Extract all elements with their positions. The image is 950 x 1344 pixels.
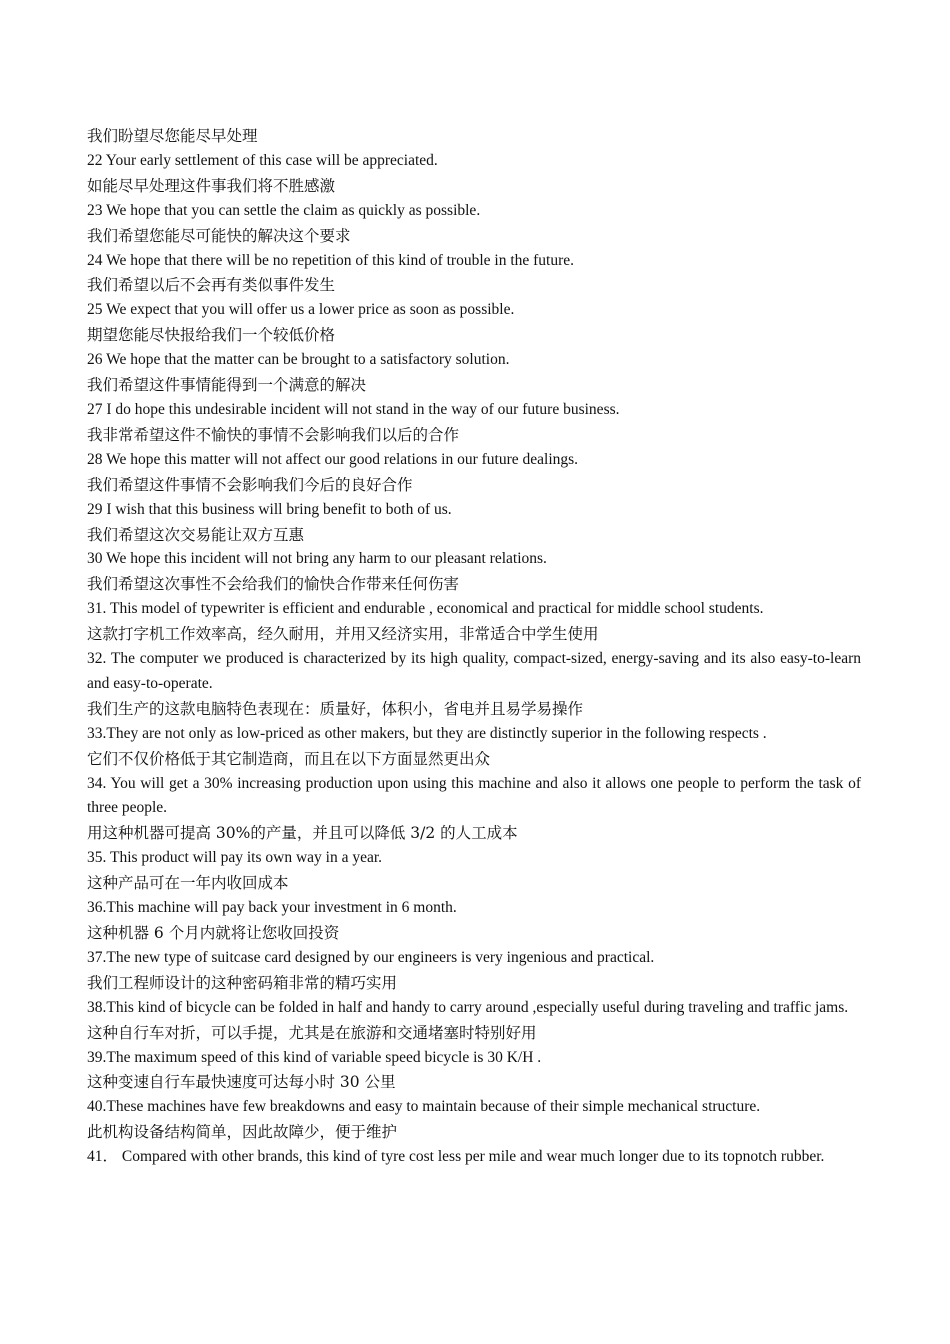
text-line: 我们生产的这款电脑特色表现在：质量好，体积小，省电并且易学易操作 bbox=[87, 699, 584, 718]
text-line: 这款打字机工作效率高，经久耐用，并用又经济实用，非常适合中学生使用 bbox=[87, 625, 599, 644]
text-line: 我们希望这次事性不会给我们的愉快合作带来任何伤害 bbox=[87, 575, 460, 594]
text-line: 37.The new type of suitcase card designed by our engineers is very ingenious and practical. bbox=[87, 948, 655, 966]
text-line: 39.The maximum speed of this kind of variable speed bicycle is 30 K/H . bbox=[87, 1048, 542, 1066]
document-page bbox=[87, 124, 861, 1170]
text-line: 期望您能尽快报给我们一个较低价格 bbox=[87, 326, 336, 345]
text-line: 22 Your early settlement of this case will be appreciated. bbox=[87, 151, 438, 169]
text-line: 我们希望这件事情不会影响我们今后的良好合作 bbox=[87, 475, 413, 494]
text-line: 34. You will get a 30% increasing production upon using this machine and also it allows one people to perform the task of three people. bbox=[87, 774, 861, 817]
text-line: 28 We hope this matter will not affect our good relations in our future dealings. bbox=[87, 450, 579, 468]
text-line: 29 I wish that this business will bring benefit to both of us. bbox=[87, 500, 452, 518]
text-line: 这种机器 6 个月内就将让您收回投资 bbox=[87, 924, 340, 942]
text-line: 30 We hope this incident will not bring any harm to our pleasant relations. bbox=[87, 550, 547, 568]
text-line: 这种变速自行车最快速度可达每小时 30 公里 bbox=[87, 1073, 396, 1092]
text-line: 用这种机器可提高 30%的产量，并且可以降低 3/2 的人工成本 bbox=[87, 824, 518, 843]
text-line: 我非常希望这件不愉快的事情不会影响我们以后的合作 bbox=[87, 425, 460, 444]
text-line: 33.They are not only as low-priced as other makers, but they are distinctly superior in the following respects . bbox=[87, 724, 767, 742]
text-line: 此机构设备结构简单，因此故障少，便于维护 bbox=[87, 1123, 398, 1142]
text-line: 23 We hope that you can settle the claim as quickly as possible. bbox=[87, 201, 481, 219]
text-line: 26 We hope that the matter can be brought to a satisfactory solution. bbox=[87, 351, 510, 369]
text-line: 35. This product will pay its own way in a year. bbox=[87, 849, 383, 867]
text-line: 36.This machine will pay back your investment in 6 month. bbox=[87, 899, 457, 917]
text-line: 我们希望这次交易能让双方互惠 bbox=[87, 525, 305, 544]
text-line: 25 We expect that you will offer us a lower price as soon as possible. bbox=[87, 301, 515, 319]
text-line: 我们希望这件事情能得到一个满意的解决 bbox=[87, 376, 367, 395]
text-line: 它们不仅价格低于其它制造商，而且在以下方面显然更出众 bbox=[87, 749, 491, 768]
text-line: 我们盼望尽您能尽早处理 bbox=[87, 127, 258, 145]
text-line: 24 We hope that there will be no repetition of this kind of trouble in the future. bbox=[87, 251, 575, 269]
text-line: 我们希望您能尽可能快的解决这个要求 bbox=[87, 226, 351, 245]
text-line: 这种自行车对折，可以手提，尤其是在旅游和交通堵塞时特别好用 bbox=[87, 1023, 537, 1042]
text-line: 如能尽早处理这件事我们将不胜感激 bbox=[87, 176, 336, 195]
text-line: 31. This model of typewriter is efficient and endurable , economical and practical for middle school students. bbox=[87, 600, 764, 618]
text-line: 41． Compared with other brands, this kind of tyre cost less per mile and wear much longer due to its topnotch rubber. bbox=[87, 1148, 825, 1166]
text-line: 38.This kind of bicycle can be folded in half and handy to carry around ,especially useful during traveling and traffic jams. bbox=[87, 998, 849, 1016]
text-line: 32. The computer we produced is characterized by its high quality, compact-sized, energy-saving and its also easy-to-learn and easy-to-operate. bbox=[87, 650, 861, 692]
text-line: 27 I do hope this undesirable incident will not stand in the way of our future business. bbox=[87, 400, 620, 418]
text-line: 我们希望以后不会再有类似事件发生 bbox=[87, 276, 336, 295]
text-line: 这种产品可在一年内收回成本 bbox=[87, 874, 289, 893]
text-line: 我们工程师设计的这种密码箱非常的精巧实用 bbox=[87, 973, 398, 992]
text-line: 40.These machines have few breakdowns and easy to maintain because of their simple mechanical structure. bbox=[87, 1098, 761, 1116]
